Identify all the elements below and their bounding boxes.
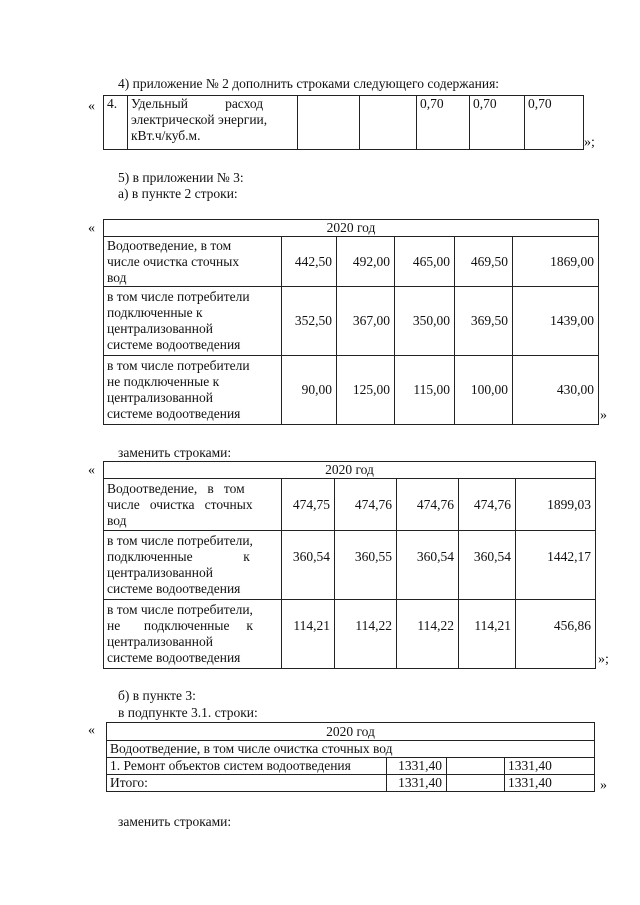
cell-value: 114,22 [397, 600, 459, 669]
year-header: 2020 год [107, 723, 595, 741]
table-small [106, 722, 595, 792]
section-title: Водоотведение, в том числе очистка сточных вод [107, 741, 595, 758]
table-row [104, 600, 596, 669]
table-row [104, 237, 599, 287]
table-row [104, 356, 599, 425]
table-row [104, 96, 584, 150]
cell-value: 1869,00 [513, 237, 599, 287]
cell-value: 114,22 [335, 600, 397, 669]
table-row [104, 531, 596, 600]
open-quote: « [88, 221, 95, 236]
cell-value: 350,00 [395, 287, 455, 356]
cell-value: 469,50 [455, 237, 513, 287]
row-name: Удельный расход электрической энергии, кВт.ч/куб.м. [128, 96, 298, 150]
cell-value: 1442,17 [516, 531, 596, 600]
table-header-row [104, 220, 599, 237]
year-header: 2020 год [104, 220, 599, 237]
row-name: в том числе потребители не подключенные к централизованной системе водоотведения [104, 356, 282, 425]
table-new [103, 461, 596, 669]
cell-value: 125,00 [337, 356, 395, 425]
cell-value: 1439,00 [513, 287, 599, 356]
cell-value: 100,00 [455, 356, 513, 425]
cell-value: 456,86 [516, 600, 596, 669]
cell-value: 360,54 [397, 531, 459, 600]
cell-value: 114,21 [459, 600, 516, 669]
section5-heading: 5) в приложении № 3: [118, 170, 244, 185]
cell-value: 0,70 [470, 96, 525, 150]
close-quote: » [600, 408, 607, 423]
cell-value: 1899,03 [516, 479, 596, 531]
table-row [107, 775, 595, 792]
table-row [104, 479, 596, 531]
table-row [104, 287, 599, 356]
table-section-row [107, 741, 595, 758]
cell-value: 1331,40 [387, 775, 447, 792]
cell-value: 360,55 [335, 531, 397, 600]
cell-value: 474,75 [282, 479, 335, 531]
cell-value: 430,00 [513, 356, 599, 425]
cell-value: 90,00 [282, 356, 337, 425]
cell-value: 0,70 [417, 96, 470, 150]
sub-b-heading: б) в пункте 3: [118, 688, 196, 703]
cell-value: 367,00 [337, 287, 395, 356]
cell-value [447, 758, 505, 775]
cell-value: 115,00 [395, 356, 455, 425]
row-name: Итого: [107, 775, 387, 792]
table-row [107, 758, 595, 775]
year-header: 2020 год [104, 462, 596, 479]
sub-b-1-heading: в подпункте 3.1. строки: [118, 705, 258, 720]
section4-heading: 4) приложение № 2 дополнить строками следующего содержания: [118, 76, 500, 91]
close-quote: » [600, 778, 607, 793]
cell-value [360, 96, 417, 150]
close-quote: »; [598, 652, 609, 667]
row-name: в том числе потребители, подключенные к централизованной системе водоотведения [104, 531, 282, 600]
cell-value: 1331,40 [387, 758, 447, 775]
replace-label: заменить строками: [118, 445, 232, 460]
cell-value: 492,00 [337, 237, 395, 287]
row-number: 4. [104, 96, 128, 150]
cell-value: 474,76 [397, 479, 459, 531]
cell-value: 442,50 [282, 237, 337, 287]
open-quote: « [88, 723, 95, 738]
row-name: в том числе потребители подключенные к централизованной системе водоотведения [104, 287, 282, 356]
cell-value: 474,76 [459, 479, 516, 531]
cell-value [298, 96, 360, 150]
row-name: Водоотведение, в том числе очистка сточных вод [104, 479, 282, 531]
cell-value: 360,54 [282, 531, 335, 600]
cell-value: 465,00 [395, 237, 455, 287]
cell-value: 0,70 [525, 96, 584, 150]
cell-value: 360,54 [459, 531, 516, 600]
cell-value: 474,76 [335, 479, 397, 531]
replace-label: заменить строками: [118, 814, 232, 829]
table-header-row [104, 462, 596, 479]
cell-value: 369,50 [455, 287, 513, 356]
open-quote: « [88, 99, 95, 114]
cell-value [447, 775, 505, 792]
cell-value: 114,21 [282, 600, 335, 669]
table-header-row [107, 723, 595, 741]
row-name: в том числе потребители, не подключенные к централизованной системе водоотведения [104, 600, 282, 669]
cell-value: 352,50 [282, 287, 337, 356]
close-quote: »; [584, 135, 595, 150]
row-name: 1. Ремонт объектов систем водоотведения [107, 758, 387, 775]
cell-value: 1331,40 [505, 758, 595, 775]
row-name: Водоотведение, в том числе очистка сточных вод [104, 237, 282, 287]
table-old [103, 219, 599, 425]
appendix2-table [103, 95, 584, 150]
open-quote: « [88, 463, 95, 478]
section5-sub-a: а) в пункте 2 строки: [118, 186, 238, 201]
cell-value: 1331,40 [505, 775, 595, 792]
